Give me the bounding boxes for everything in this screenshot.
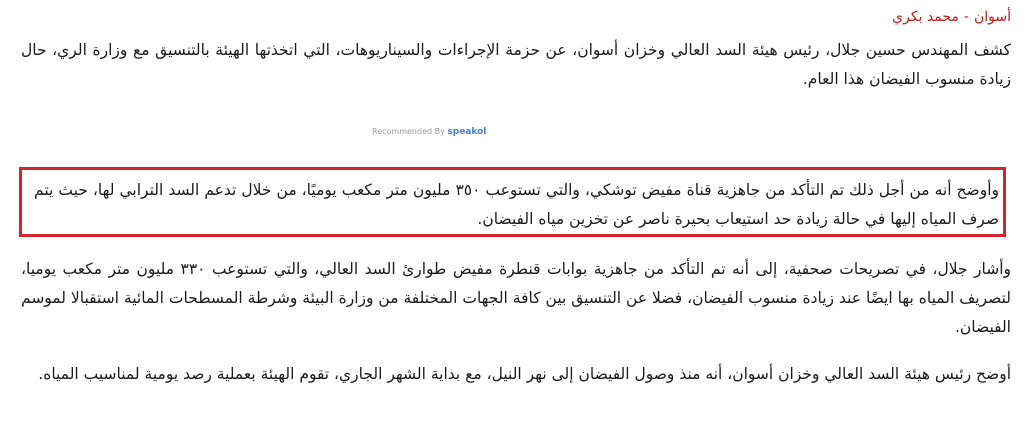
article-paragraph-statements: وأشار جلال، في تصريحات صحفية، إلى أنه تم التأكد من جاهزية بوابات قنطرة مفيض طوارئ السد العالي، والتي تستوعب ٣٣٠ مليون متر مكعب يوميا، لتصريف المياه بها ايضًا عند زيادة منسوب الفيضان، فضلا عن التنسيق بين كافة الجهات المختلفة من وزارة البيئة وشرطة المسطحات المائية استقبالا لموسم الفيضان. <box>21 260 1012 336</box>
speakol-logo[interactable]: speakol <box>447 127 487 137</box>
article-paragraph-intro: كشف المهندس حسين جلال، رئيس هيئة السد العالي وخزان أسوان، عن حزمة الإجراءات والسيناريوهات، التي اتخذتها الهيئة بالتنسيق مع وزارة الري، حال زيادة منسوب الفيضان هذا العام. <box>21 41 1011 88</box>
recommended-by-widget[interactable] <box>372 127 486 137</box>
recommended-label: Recommended By <box>372 127 445 136</box>
byline-separator: - <box>963 9 969 25</box>
byline <box>892 7 1011 27</box>
article-paragraph-monitoring: أوضح رئيس هيئة السد العالي وخزان أسوان، أنه منذ وصول الفيضان إلى نهر النيل، مع بداية الشهر الجاري، تقوم الهيئة بعملية رصد يومية لمناسيب المياه. <box>38 365 1011 383</box>
byline-location[interactable]: أسوان <box>973 9 1011 25</box>
article-paragraph-highlighted: وأوضح أنه من أجل ذلك تم التأكد من جاهزية قناة مفيض توشكي، والتي تستوعب ٣٥٠ مليون متر مكعب يوميًا، من خلال تدعم السد الترابي لها، حيث يتم صرف المياه إليها في حالة زيادة حد استيعاب بحيرة ناصر عن تخزين مياه الفيضان. <box>34 181 999 228</box>
byline-author[interactable]: محمد بكري <box>892 9 959 25</box>
